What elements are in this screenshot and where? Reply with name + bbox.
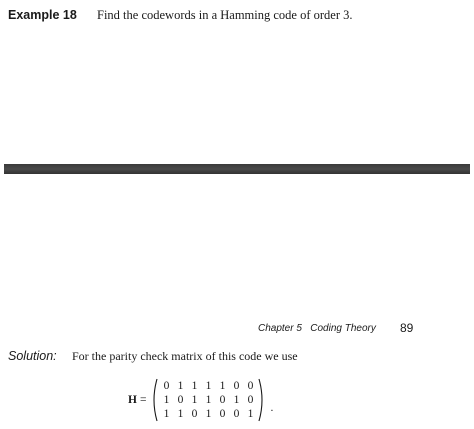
left-paren-icon bbox=[150, 378, 158, 422]
page-divider bbox=[4, 164, 470, 174]
parity-check-matrix bbox=[158, 379, 258, 421]
matrix-entry: 1 bbox=[191, 394, 198, 406]
matrix-entry: 1 bbox=[163, 408, 170, 420]
solution-label: Solution: bbox=[8, 349, 57, 363]
matrix-entry: 0 bbox=[233, 408, 240, 420]
matrix-entry: 1 bbox=[163, 394, 170, 406]
equation-period: . bbox=[270, 402, 274, 414]
matrix-entry: 0 bbox=[247, 394, 254, 406]
equals-sign: = bbox=[139, 394, 147, 406]
solution-text: For the parity check matrix of this code we use bbox=[72, 349, 298, 363]
matrix-entry: 1 bbox=[233, 394, 240, 406]
matrix-entry: 1 bbox=[205, 408, 212, 420]
matrix-entry: 1 bbox=[177, 380, 184, 392]
matrix-entry: 1 bbox=[177, 408, 184, 420]
matrix-entry: 1 bbox=[191, 380, 198, 392]
right-paren-icon bbox=[258, 378, 266, 422]
matrix-entry: 0 bbox=[233, 380, 240, 392]
example-label: Example 18 bbox=[8, 8, 77, 22]
matrix-entry: 0 bbox=[191, 408, 198, 420]
matrix-entry: 0 bbox=[177, 394, 184, 406]
matrix-name: H bbox=[128, 394, 137, 406]
matrix-entry: 1 bbox=[219, 380, 226, 392]
matrix-entry: 0 bbox=[163, 380, 170, 392]
matrix-entry: 0 bbox=[247, 380, 254, 392]
matrix-entry: 1 bbox=[205, 394, 212, 406]
matrix-entry: 0 bbox=[219, 408, 226, 420]
matrix-entry: 1 bbox=[205, 380, 212, 392]
parity-check-matrix-equation bbox=[128, 378, 273, 422]
running-head: Chapter 5 Coding Theory bbox=[258, 323, 376, 334]
page-number: 89 bbox=[400, 321, 414, 335]
matrix-entry: 1 bbox=[247, 408, 254, 420]
example-problem-text: Find the codewords in a Hamming code of order 3. bbox=[97, 8, 353, 22]
matrix-entry: 0 bbox=[219, 394, 226, 406]
